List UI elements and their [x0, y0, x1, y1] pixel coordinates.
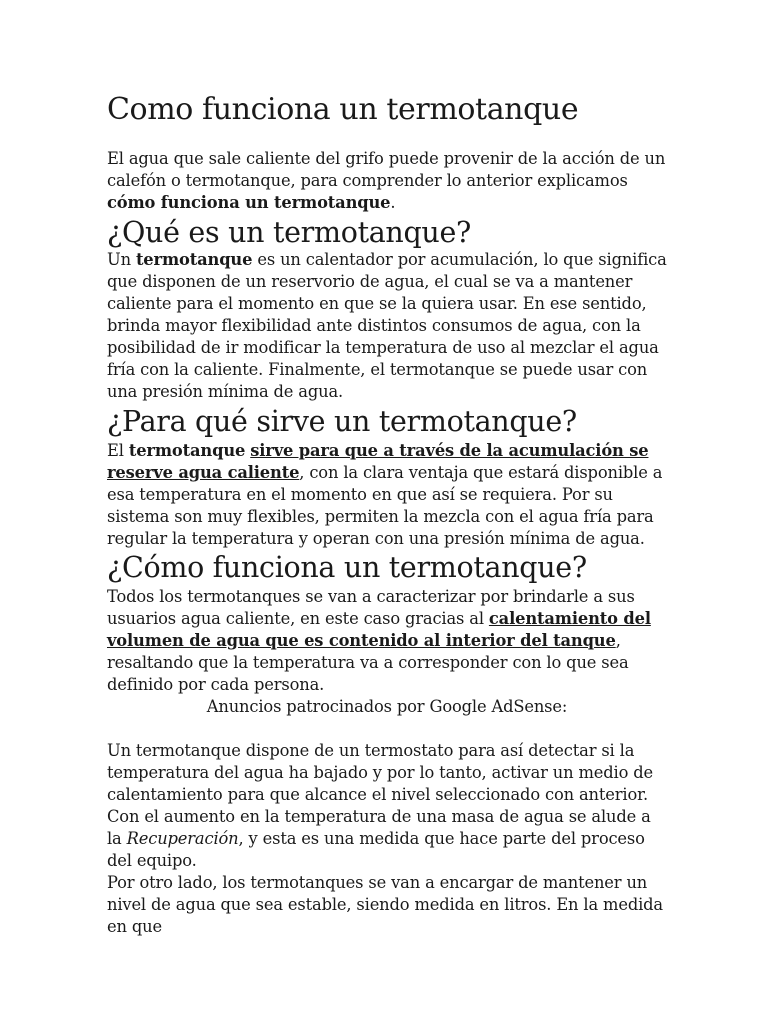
- text: Todos los termotanques se van a caracterizar por brindarle a sus usuarios agua caliente, en este caso gracias al: [107, 587, 635, 628]
- section-heading-purpose: ¿Para qué sirve un termotanque?: [107, 405, 577, 438]
- bold-term: termotanque: [135, 250, 253, 269]
- italic-term: Recuperación: [126, 829, 239, 848]
- intro-text: El agua que sale caliente del grifo puede provenir de la acción de un calefón o termotanque, para comprender lo anterior explicamos: [107, 149, 666, 190]
- intro-paragraph: [107, 148, 667, 214]
- ads-label: Anuncios patrocinados por Google AdSense:: [206, 697, 568, 716]
- purpose-link[interactable]: sirve para que a través de la acumulación se reserve agua caliente: [107, 441, 649, 482]
- bold-term: termotanque: [128, 441, 246, 460]
- section-heading-what: ¿Qué es un termotanque?: [107, 216, 472, 249]
- section-heading-how: ¿Cómo funciona un termotanque?: [107, 551, 587, 584]
- level-paragraph: Por otro lado, los termotanques se van a encargar de mantener un nivel de agua que sea estable, siendo medida en litros. En la medida en que: [107, 873, 663, 936]
- section-how-paragraph: [107, 586, 667, 696]
- section-purpose-paragraph: [107, 440, 667, 550]
- text: Un termotanque dispone de un termostato para así detectar si la temperatura del agua ha bajado y por lo tanto, activar un medio de calentamiento para que alcance el nivel seleccionado con anterior. Con el aumento en la temperatura de una masa de agua se alude a la: [107, 741, 654, 848]
- thermostat-paragraph: [107, 740, 667, 872]
- intro-end: .: [390, 193, 396, 212]
- text: Un: [107, 250, 136, 269]
- section-what-paragraph: [107, 249, 667, 403]
- text: , resaltando que la temperatura va a corresponder con lo que sea definido por cada persona.: [107, 631, 629, 694]
- intro-bold: cómo funciona un termotanque: [107, 193, 391, 212]
- text: es un calentador por acumulación, lo que significa que disponen de un reservorio de agua, el cual se va a mantener caliente para el momento en que se la quiera usar. En ese sentido, brinda mayor flexibilidad ante distintos consumos de agua, con la posibilidad de ir modificar la temperatura de uso al mezclar el agua fría con la caliente. Finalmente, el termotanque se puede usar con una presión mínima de agua.: [107, 250, 667, 401]
- text: El: [107, 441, 129, 460]
- heating-link[interactable]: calentamiento del volumen de agua que es contenido al interior del tanque: [107, 609, 651, 650]
- text: , con la clara ventaja que estará disponible a esa temperatura en el momento en que así se requiera. Por su sistema son muy flexibles, permiten la mezcla con el agua fría para regular la temperatura y operan con una presión mínima de agua.: [107, 463, 663, 548]
- text: , y esta es una medida que hace parte del proceso del equipo.: [107, 829, 645, 870]
- page-title: Como funciona un termotanque: [107, 92, 579, 127]
